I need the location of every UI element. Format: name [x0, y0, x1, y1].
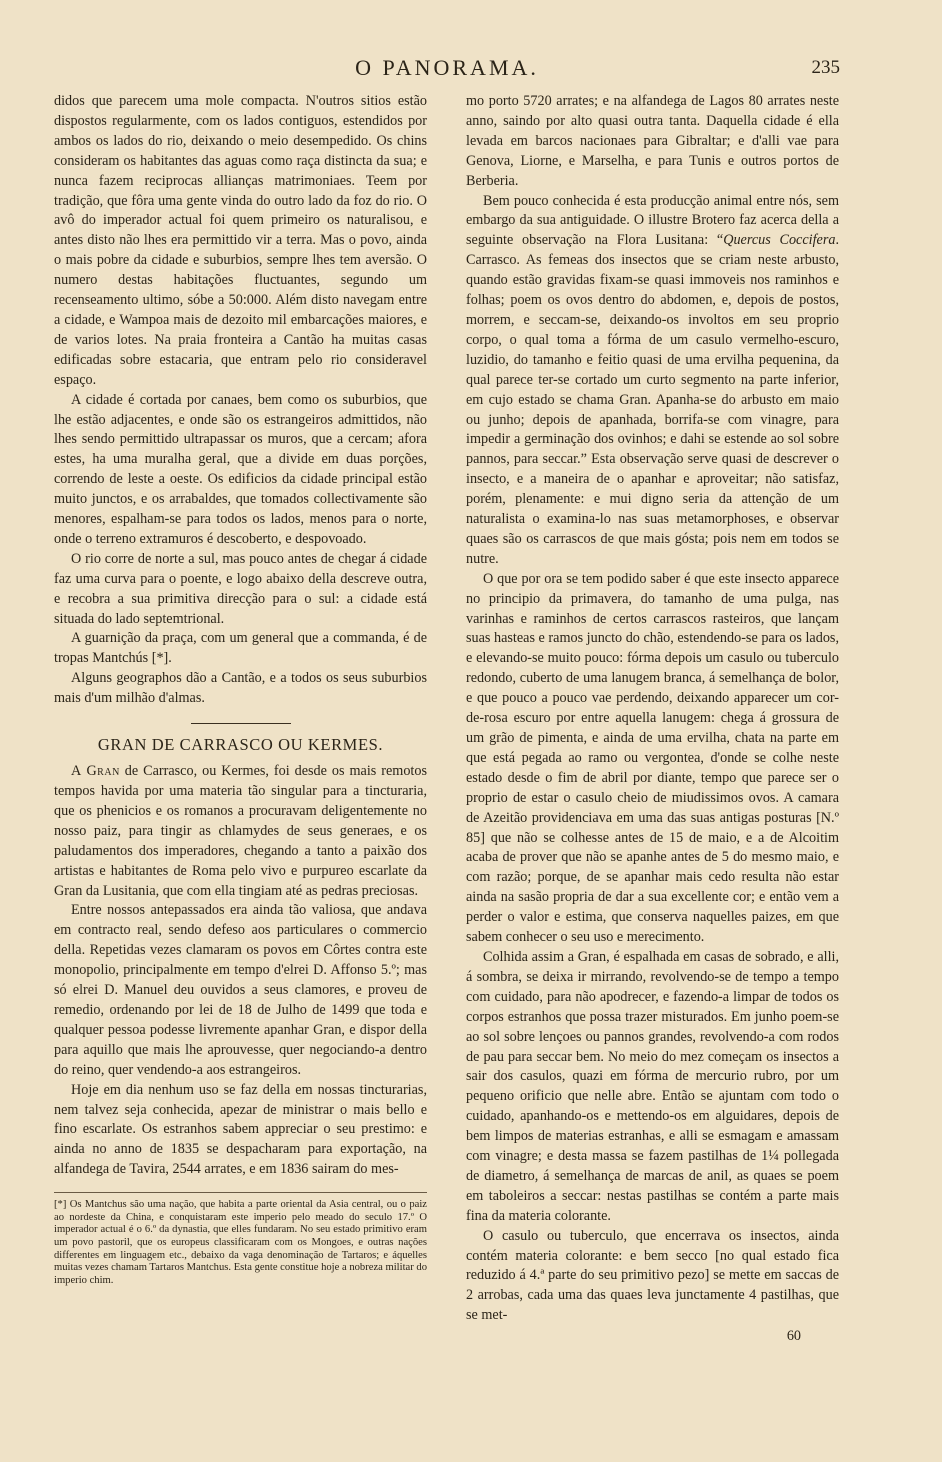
paragraph: Colhida assim a Gran, é espalhada em casas de sobrado, e alli, á sombra, se deixa ir mirrando, revolvendo-se de tempo a tempo com cuidado, para não apodrecer, e fazendo-a limpar de todos os corpos estranhos que possa trazer misturados. Em junho poem-se ao sol sobre lençoes ou pannos grandes, revolvendo-a com rodos de pau para seccar bem. No meio do mez começam os insectos a sair dos casulos, quazi em fórma de mercurio rubro, por um pequeno orificio que nelle abre. Então se ajuntam com todo o cuidado, apanhando-os e mettendo-os em alguidares, depois de bem limpos de materias estranhas, e alli se esmagam e amassam com vinagre; e desta massa se fazem pastilhas de 1¼ pollegada de diametro, á semelhança de marcas de anil, as quaes se poem em taboleiros a seccar: nestas pastilhas se contém a parte mais fina da materia colorante.: [466, 948, 839, 1224]
paragraph: Entre nossos antepassados era ainda tão valiosa, que andava em contracto real, sendo defeso aos particulares o commercio della. Repetidas vezes clamaram os povos em Côrtes contra este monopolio, principalmente em tempo d'elrei D. Affonso 5.º; mas só elrei D. Manuel deu ouvidos a seus clamores, e proveu de remedio, ordenando por lei de 18 de Julho de 1499 que toda e qualquer pessoa podesse livremente apanhar Gran, e dispor della para aquillo que mais lhe aprouvesse, quer negociando-a dentro do reino, quer vendendo-a aos estrangeiros.: [54, 902, 427, 1078]
paragraph: O rio corre de norte a sul, mas pouco antes de chegar á cidade faz uma curva para o poente, e logo abaixo della descreve outra, e recobra a sua primitiva direcção para o sul: a cidade está situada do lado septemtrional.: [54, 550, 427, 627]
paragraph: A cidade é cortada por canaes, bem como os suburbios, que lhe estão adjacentes, e onde são os estrangeiros admittidos, não lhes sendo permittido ultrapassar os muros, que a cercam; afora estes, ha uma muralha geral, que a divide em duas porções, correndo de leste a oeste. Os edificios da cidade principal estão muito junctos, e os arrabaldes, que tomados collectivamente são menores, espalham-se para todos os lados, menos para o norte, onde o terreno extramuros é descoberto, e despovoado.: [54, 391, 427, 547]
paragraph: Hoje em dia nenhum uso se faz della em nossas tincturarias, nem talvez seja conhecida, apezar de ministrar o mais bello e fino escarlate. Os estranhos sabem appreciar o seu prestimo: e ainda no anno de 1835 se despacharam para exportação, na alfandega de Tavira, 2544 arrates, e em 1836 sairam do mes-: [54, 1081, 427, 1178]
paragraph: A guarnição da praça, com um general que a commanda, é de tropas Mantchús [*].: [54, 630, 427, 667]
signature-mark: 60: [786, 1328, 801, 1345]
footnote-divider: [54, 1192, 427, 1193]
paragraph-text: de Carrasco, ou Kermes, foi desde os mais remotos tempos havida por uma materia tão singular para a tincturaria, que os phenicios e os romanos a procuravam deligentemente no nosso paiz, para tingir as chlamydes de seus generaes, e os paludamentos dos imperadores, chegando a tanto a paixão dos artistas e habitantes de Roma pelo vivo e purpureo escarlate da Gran da Lusitania, que com ella tingiam até as pedras preciosas.: [54, 763, 427, 899]
right-column: [466, 92, 839, 1347]
paragraph: mo porto 5720 arrates; e na alfandega de Lagos 80 arrates neste anno, saindo por alto quasi outra tanta. Daquella cidade é ella levada em barcos nacionaes para Gibraltar; e d'alli vae para Genova, Liorne, e Marselha, e para Tunis e outros portos de Berberia.: [466, 93, 839, 189]
paragraph: Alguns geographos dão a Cantão, e a todos os seus suburbios mais d'um milhão d'almas.: [54, 670, 427, 707]
footnote: [*] Os Mantchus são uma nação, que habita a parte oriental da Asia central, ou o paiz ao nordeste da China, e conquistaram este imperio pelo meado do seculo 17.º O imperador actual é o 6.º da dynastia, que elles fundaram. No seu estado primitivo eram um povo pastoril, que os europeus classificaram com os Mongoes, e outras nações differentes em linguagem etc., debaixo da vaga denominação de Tartaros; e áquelles muitas vezes chamam Tartaros Mantchus. Esta gente constitue hoje a nobreza militar do imperio chim.: [54, 1199, 427, 1286]
article-title: GRAN DE CARRASCO OU KERMES.: [97, 735, 384, 755]
page-number: 235: [811, 57, 840, 78]
section-divider: [191, 723, 291, 724]
left-column: [54, 92, 427, 1287]
paragraph: O casulo ou tuberculo, que encerrava os insectos, ainda contém materia colorante: e bem secco [no qual estado fica reduzido á 4.ª parte do seu primitivo pezo] se mette em saccas de 2 arrobas, cada uma das quaes leva junctamente 4 pastilhas, que se met-: [466, 1227, 839, 1324]
paragraph: [466, 192, 839, 570]
journal-title: O PANORAMA.: [355, 55, 539, 80]
lead-word: A Gran: [71, 763, 120, 780]
paragraph: O que por ora se tem podido saber é que este insecto apparece no principio da primavera, do tamanho de uma pulga, nas varinhas e raminhos de certos carrascos rasteiros, que lançam suas hasteas e ramos juncto do chão, estendendo-se para os lados, e elevando-se muito pouco: fórma depois um casulo ou tuberculo redondo, cuberto de uma lanugem branca, á semelhança de bolor, e que pouco a pouco vae perdendo, deixando apparecer um cor-de-rosa escuro por entre aquella lanugem: chega á grossura de um grão de pimenta, e ainda de uma ervilha, chata na parte em que está pegada ao ramo ou vergontea, d'onde se colhe neste estado desde o fim de abril por diante, tempo que parece ser o proprio de estar o casulo cheio de miudissimos ovos. A camara de Azeitão providenciava em uma das suas antigas posturas [N.º 85] que não se colhesse antes de 15 de maio, e a de Alcoitim acaba de prover que não se apanhe antes de 5 do mesmo maio, e com razão; porque, de se apanhar mais cedo resulta não estar ainda na sasão propria de dar a sua excellente cor; e então vem a perder o valor e estima, que conserva naquelles paizes, em que sabem conhecer o seu uso e merecimento.: [466, 570, 839, 946]
paragraph-text: . Carrasco. As femeas dos insectos que se criam neste arbusto, quando estão gravidas fixam-se quasi immoveis nos raminhos e folhas; poem os ovos dentro do abdomen, e, depois de postos, morrem, e seccam-se, deixando-os involtos em seu proprio corpo, o qual toma a fórma de um casulo vermelho-escuro, luzidio, do tamanho e feitio quasi de uma ervilha pequenina, da qual parece ter-se cortado um curto segmento na parte inferior, em cujo estado se chama Gran. Apanha-se do arbusto em maio ou junho; depois de apanhada, borrifa-se com vinagre, para impedir a germinação dos ovinhos; e dahi se estende ao sol sobre pannos, para seccar.” Esta observação serve quasi de descrever o insecto, e a maneira de o apanhar e aproveitar; não satisfaz, porém, plenamente: e mui digno seria da attenção de um naturalista o examina-lo nas suas metamorphoses, e observar quaes são os carrascos de que mais gósta; pois nem em todos se nutre.: [466, 232, 839, 567]
paragraph: [54, 762, 427, 901]
paragraph-text: Bem pouco conhecida é esta producção animal entre nós, sem embargo da sua antiguidade. O illustre Brotero faz acerca della a seguinte observação na Flora Lusitana: “: [466, 192, 839, 249]
paragraph: didos que parecem uma mole compacta. N'outros sitios estão dispostos regularmente, com os lados contiguos, estendidos por ambos os lados do rio, deixando o meio desempedido. Os chins consideram os habitantes das aguas como raça distincta da sua; e nunca fazem reciprocas allianças matrimoniaes. Teem por tradição, que fôra uma gente vinda do outro lado da foz do rio. O avô do imperador actual foi quem primeiro os naturalisou, e antes disto não lhes era permittido vir a terra. Mas o povo, ainda o mais pobre da cidade e suburbios, sempre lhes tem aversão. O numero destas habitações fluctuantes, segundo um recenseamento ultimo, sóbe a 50:000. Além disto navegam entre a cidade, e Wampoa mais de dezoito mil embarcações maiores, e de varios lotes. Na praia fronteira a Cantão ha muitas casas edificadas sobre estacaria, que entram pelo rio consideravel espaço.: [54, 93, 427, 388]
latin-name: Quercus Coccifera: [723, 232, 836, 249]
page-header: [54, 55, 840, 85]
